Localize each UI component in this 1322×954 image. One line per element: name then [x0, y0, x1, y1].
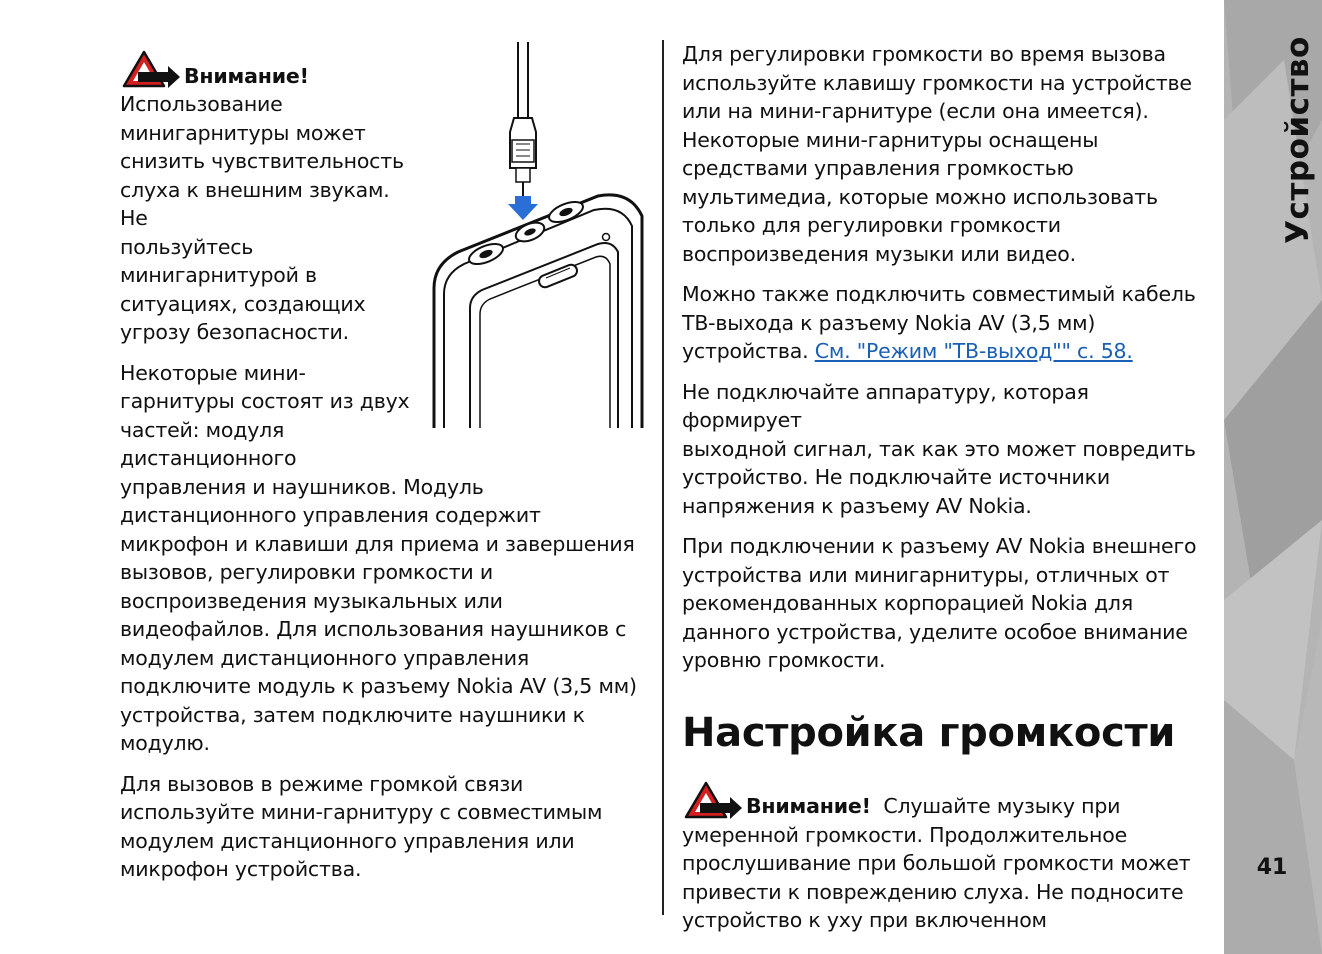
paragraph-line: При подключении к разъему AV Nokia внешнего: [682, 534, 1197, 558]
paragraph-line-with-link: [682, 337, 1212, 366]
headset-connection-illustration: [430, 40, 648, 428]
paragraph-line: дистанционного управления содержит: [120, 503, 541, 527]
paragraph-line: мультимедиа, которые можно использовать: [682, 184, 1158, 209]
warning-icon: [120, 50, 182, 90]
paragraph-line: дистанционного: [120, 446, 297, 470]
paragraph-line: воспроизведения музыки или видео.: [682, 241, 1076, 266]
chapter-side-tab: [1224, 0, 1322, 954]
paragraph-line: видеофайлов. Для использования наушников с: [120, 617, 627, 641]
paragraph-line: устройство. Не подключайте источники: [682, 465, 1110, 489]
chapter-title: Устройство: [1280, 36, 1316, 244]
warning-line: снизить чувствительность: [120, 149, 404, 173]
warning-text: Слушайте музыку при: [883, 794, 1121, 818]
paragraph-line: управления и наушников. Модуль: [120, 474, 484, 499]
paragraph-line: ТВ-выхода к разъему Nokia AV (3,5 мм): [682, 310, 1096, 335]
paragraph-line: напряжения к разъему AV Nokia.: [682, 493, 1032, 518]
warning-block: [120, 50, 420, 473]
warning-line: прослушивание при большой громкости может: [682, 851, 1191, 875]
paragraph-line: средствами управления громкостью: [682, 156, 1074, 180]
paragraph-line: рекомендованных корпорацией Nokia для: [682, 591, 1133, 615]
section-title: Настройка громкости: [682, 709, 1176, 756]
paragraph-line: модулем дистанционного управления: [120, 645, 530, 670]
paragraph-line: или на мини-гарнитуре (если она имеется).: [682, 99, 1149, 123]
warning-line: минигарнитурой в: [120, 263, 317, 287]
warning-line: слуха к внешним звукам. Не: [120, 177, 390, 230]
warning-line: привести к повреждению слуха. Не подносите: [682, 879, 1184, 904]
paragraph-line: выходной сигнал, так как это может повредить: [682, 436, 1196, 461]
paragraph-line: Для вызовов в режиме громкой связи: [120, 771, 524, 796]
paragraph-line: используйте мини-гарнитуру с совместимым: [120, 800, 603, 824]
warning-label: Внимание!: [746, 794, 871, 818]
paragraph-line: модулю.: [120, 731, 210, 755]
paragraph-line: только для регулировки громкости: [682, 213, 1061, 237]
paragraph-line: Некоторые мини-гарнитуры оснащены: [682, 127, 1099, 152]
warning-line: угрозу безопасности.: [120, 320, 349, 344]
warning-icon: [682, 781, 744, 821]
page-number: 41: [1256, 855, 1288, 880]
warning-line: пользуйтесь: [120, 234, 254, 259]
paragraph-line: Некоторые мини-: [120, 360, 306, 385]
paragraph-line: вызовов, регулировки громкости и: [120, 560, 493, 584]
paragraph-line: уровню громкости.: [682, 648, 886, 672]
paragraph-line: используйте клавишу громкости на устройстве: [682, 70, 1192, 95]
paragraph-line: частей: модуля: [120, 417, 285, 442]
paragraph-line: данного устройства, уделите особое внимание: [682, 619, 1188, 644]
warning-line: устройство к уху при включенном: [682, 908, 1047, 932]
warning-line: Использование: [120, 92, 283, 116]
paragraph-line: микрофон устройства.: [120, 857, 362, 881]
paragraph-line: устройства, затем подключите наушники к: [120, 702, 585, 727]
paragraph-line: устройства или минигарнитуры, отличных от: [682, 562, 1170, 587]
tv-out-cross-reference-link[interactable]: См. "Режим "ТВ-выход"" с. 58.: [814, 339, 1133, 363]
paragraph-line: микрофон и клавиши для приема и завершения: [120, 531, 635, 556]
paragraph-line: Для регулировки громкости во время вызова: [682, 42, 1166, 66]
paragraph-line: Не подключайте аппаратуру, которая формирует: [682, 379, 1089, 432]
paragraph-line: Можно также подключить совместимый кабель: [682, 282, 1196, 306]
warning-line: ситуациях, создающих: [120, 291, 366, 316]
paragraph-text: устройства.: [682, 339, 815, 363]
paragraph-line: воспроизведения музыкальных или: [120, 588, 503, 613]
right-column: [682, 40, 1212, 935]
warning-line: умеренной громкости. Продолжительное: [682, 822, 1127, 847]
warning-label: Внимание!: [184, 63, 309, 88]
column-divider: [662, 40, 664, 915]
paragraph-line: подключите модуль к разъему Nokia AV (3,5 мм): [120, 674, 637, 698]
warning-line: минигарнитуры может: [120, 120, 366, 145]
paragraph-line: модулем дистанционного управления или: [120, 828, 575, 853]
paragraph-line: гарнитуры состоят из двух: [120, 389, 410, 413]
volume-warning-head: [682, 781, 1212, 821]
